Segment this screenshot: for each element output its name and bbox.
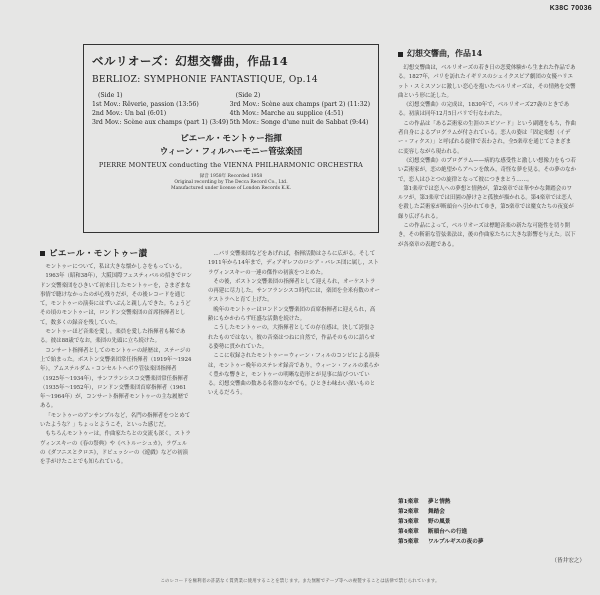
movement-number: 第1楽章 (398, 499, 419, 505)
album-info-box (83, 44, 379, 233)
movement-title: 断頭台への行進 (428, 529, 468, 535)
paragraph: モントゥーほど音楽を愛し，楽員を愛した指揮者も稀である。彼は88歳でなお，楽団の先頭に立ち続けた。 (40, 329, 186, 345)
album-title-ja: ベルリオーズ：幻想交響曲，作品14 (92, 54, 289, 68)
paragraph: 「モントゥーのアンサンブルなど，名門の指揮者をつとめていたような？」ちょっとようこそ，といった感じだ。 (40, 412, 191, 429)
movement-title: ワルプルギスの夜の夢 (428, 539, 484, 545)
symphony-title: 幻想交響曲，作品14 (398, 48, 482, 59)
paragraph: モントゥーについて，私は大きな懐かしさをもっている。 (45, 264, 186, 270)
side-2 (230, 91, 370, 127)
paragraph: 1963年（昭和38年），大阪国際フェスティバルの招きでロンドン交響楽団をひきいて初来日したモントゥーを，さまざまな事情で聴けなかったのが心残りだが，その後レコードを通じて，モントゥーの演奏にはずいぶんと親しんできた。ちょうどその頃のモントゥーは，ロンドン交響楽団の首席指揮者として，数多くの録音を残していた。 (40, 273, 192, 326)
track-item: 3rd Mov.: Scène aux champs (part 1) (3:49) (92, 119, 229, 126)
paragraph: …パリ交響楽団などをあげれば，指揮活動はさらに広がる。そして1911年から14年まで，ディアギレフのロシア・バレエ団に属し，ストラヴィンスキーの一連の傑作の初演をつとめた。 (208, 251, 379, 276)
movement-item (398, 517, 483, 527)
movement-number: 第5楽章 (398, 539, 419, 545)
movement-title: 夢と情熱 (428, 499, 451, 505)
track-item: 3rd Mov.: Scène aux champs (part 2) (11:32) (229, 101, 370, 108)
movement-number: 第3楽章 (398, 519, 419, 525)
essay-column-1 (40, 263, 192, 575)
paragraph: 《幻想交響曲》のプログラム——病的な感受性と激しい想像力をもつ若い芸術家が，恋の絶望からアヘンを飲み，奇怪な夢を見る。その夢のなかで，恋人はひとつの旋律となって彼につきまとう……。 (398, 157, 576, 183)
side-1-label: (Side 1) (98, 92, 123, 99)
movement-item (398, 497, 483, 507)
paragraph: コンサート指揮者としてのモントゥーの経歴は，ステージの上で始まった。ボストン交響楽団常任指揮者（1919年〜1924年），アムステルダム・コンセルトヘボウ管弦楽団指揮者（1925年〜1934年），サンフランシスコ交響楽団常任指揮者（1935年〜1952年），ロンドン交響楽団首席指揮者（1961年〜1964年）が，コンサート指揮者モントゥーの主な履歴である。 (40, 347, 192, 410)
paragraph: もちろんモントゥーは，作曲家たちとの交流も深く，ストラヴィンスキーの《春の祭典》や《ペトルーシュカ》，ラヴェルの《ダフニスとクロエ》，ドビュッシーの《遊戯》などの初演を手がけたことでも知られている。 (40, 431, 191, 466)
paragraph: その後，ボストン交響楽団の指揮者として迎えられ，オーケストラの再建に尽力した。サンフランシスコ時代には，楽団を全米有数のオーケストラへと育て上げた。 (208, 278, 380, 304)
paragraph: この作品によって，ベルリオーズは標題音楽の新たな可能性を切り開き，その斬新な管弦楽法は，後の作曲家たちに大きな影響を与えた。以下が各楽章の表題である。 (398, 223, 576, 248)
movement-title: 舞踏会 (428, 509, 445, 515)
track-item: 1st Mov.: Rêverie, passion (13:56) (92, 101, 199, 108)
movement-item (398, 507, 483, 517)
side-1 (92, 91, 230, 127)
paragraph: この作品は「ある芸術家の生涯のエピソード」という副題をもち，作曲者自身によるプログラムが付されている。恋人の姿は「固定楽想（イデー・フィクス）」と呼ばれる旋律で表わされ，全5楽章を通じてさまざまに変容しながら現われる。 (398, 120, 576, 155)
essay-column-3 (398, 64, 576, 494)
recording-line: 録音 1958年 Recorded 1958 (199, 174, 263, 179)
movement-number: 第4楽章 (398, 529, 419, 535)
movement-item (398, 527, 483, 537)
movement-number: 第2楽章 (398, 509, 419, 515)
side-2-label: (Side 2) (235, 92, 261, 99)
tracklist (92, 91, 370, 127)
conductor-ja: ピエール・モントゥー指揮 (180, 134, 282, 144)
movement-list (398, 497, 483, 547)
paragraph: 第1楽章では恋人への夢想と情熱が，第2楽章では華やかな舞踏会のワルツが，第3楽章では田園の静けさと孤独が描かれる。第4楽章では恋人を殺した芸術家が断頭台へ引かれてゆき，第5楽章では魔女たちの夜宴が繰り広げられる。 (398, 185, 574, 220)
paragraph: ここに収録されたモントゥー＝ウィーン・フィルのコンビによる演奏は，モントゥー晩年のステレオ録音であり，ウィーン・フィルの柔らかく豊かな響きと，モントゥーの明晰な造形とが見事に結びついている。幻想交響曲の数ある名盤のなかでも，ひときわ味わい深いものといえるだろう。 (208, 353, 380, 397)
recording-info (92, 174, 370, 192)
performer-en: PIERRE MONTEUX conducting the VIENNA PHILHARMONIC ORCHESTRA (98, 161, 364, 169)
paragraph: 晩年のモントゥーはロンドン交響楽団の首席指揮者に迎えられ，高齢にもかかわらず旺盛な活動を続けた。 (208, 306, 376, 323)
copyright-notice: このレコードを権利者の許諾なく賃貸業に使用することを禁じます。また無断でテープ等への複製することは法律で禁じられています。 (160, 579, 440, 584)
track-item: 2nd Mov.: Un bal (6:01) (92, 110, 167, 117)
orchestra-ja: ウィーン・フィルハーモニー管弦楽団 (159, 147, 303, 157)
track-item: 4th Mov.: Marche au supplice (4:51) (229, 110, 344, 117)
recording-line: Original recording by The Decca Record Co., Ltd. (174, 180, 288, 185)
catalog-number: K38C 70036 (549, 5, 592, 12)
movement-item (398, 537, 483, 547)
album-title-en: BERLIOZ: SYMPHONIE FANTASTIQUE, Op.14 (92, 75, 318, 85)
recording-line: Manufactured under license of London Records K.K. (170, 186, 292, 191)
movement-title: 野の風景 (428, 519, 451, 525)
paragraph: 《幻想交響曲》の完成は，1830年で，ベルリオーズ27歳のときである。初演は同年12月5日パリで行なわれた。 (398, 102, 570, 118)
track-item: 5th Mov.: Songe d'une nuit de Sabbat (9:44) (229, 119, 369, 126)
essay-title: ピエール・モントゥー讃 (40, 247, 148, 259)
performer-ja (92, 133, 370, 159)
paragraph: 幻想交響曲は，ベルリオーズの若き日の恋愛体験から生まれた作品である。1827年，パリを訪れたイギリスのシェイクスピア劇団の女優ハリエット・スミスソンに激しい恋心を抱いたベルリオーズは，その情熱を交響曲という形に託した。 (398, 65, 576, 99)
author-credit: （皆井宏之） (551, 558, 585, 564)
essay-column-2 (208, 250, 380, 575)
paragraph: こうしたモントゥーの，大指揮者としての存在感は，決して誇張されたものではない。彼の音楽はつねに自然で，作品そのものに語らせる姿勢に貫かれていた。 (208, 325, 375, 350)
